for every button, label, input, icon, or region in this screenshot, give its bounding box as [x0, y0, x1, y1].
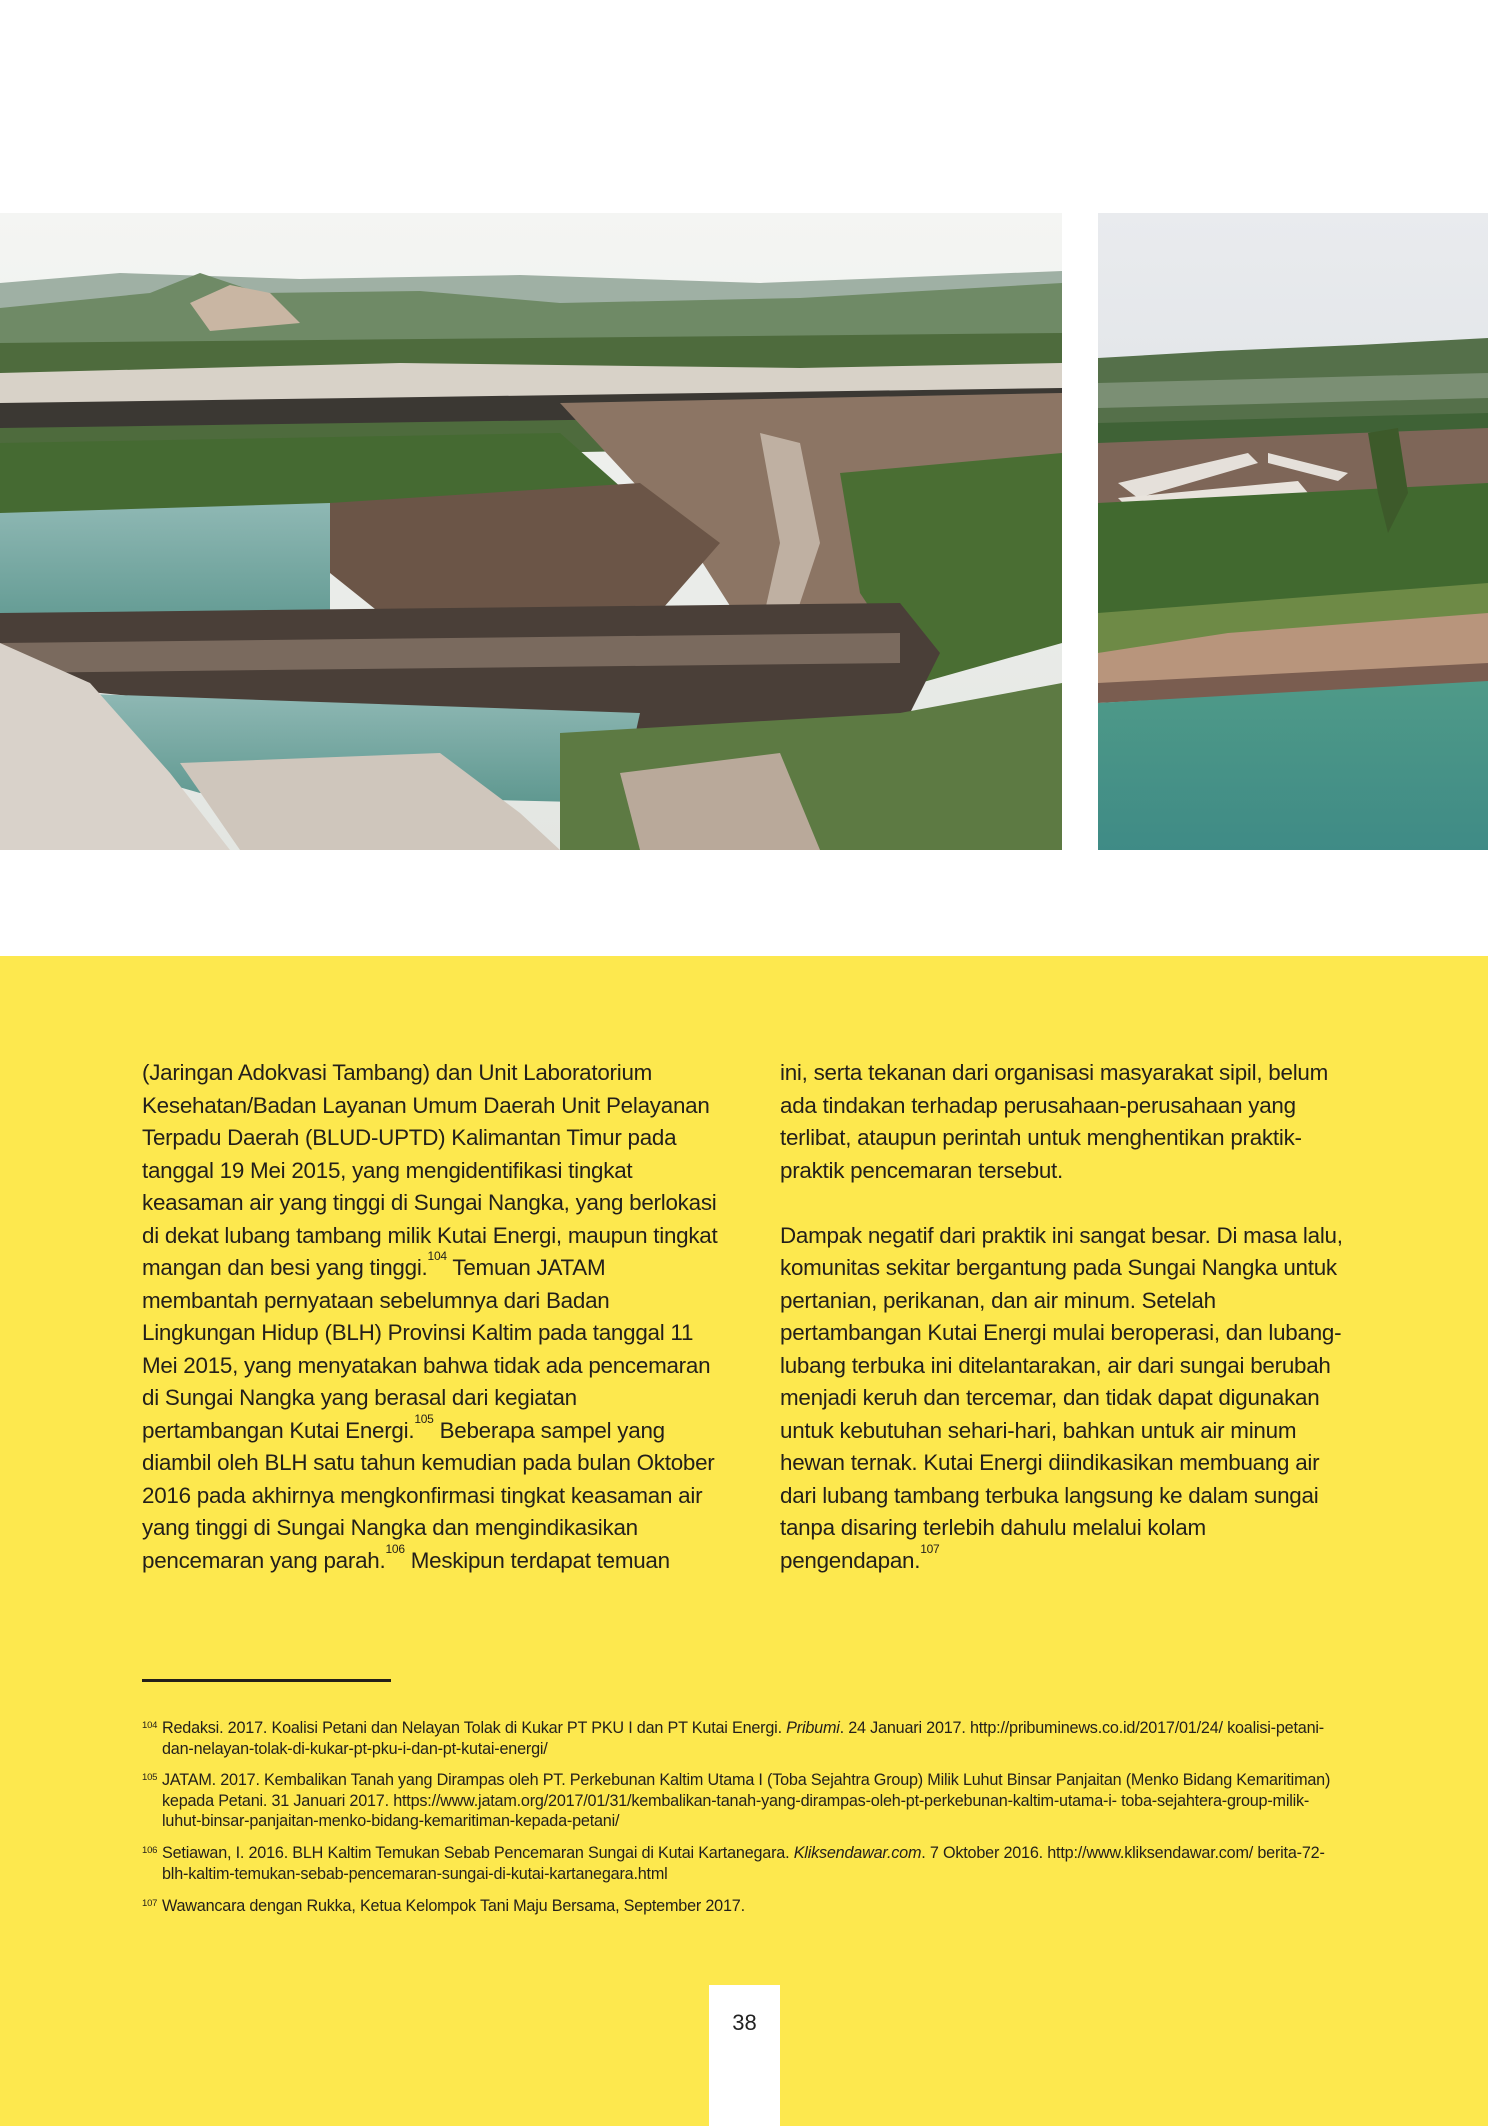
- pit-lake-illustration: [1098, 213, 1488, 850]
- footnote-105: [142, 1770, 1342, 1832]
- footnote-107: [142, 1896, 1342, 1917]
- footnote-number: 106: [142, 1845, 158, 1856]
- footnote-text: Setiawan, I. 2016. BLH Kaltim Temukan Sebab Pencemaran Sungai di Kutai Kartanegara. Kliksendawar.com. 7 Oktober 2016. http://www.kliksendawar.com/ berita-72-blh-kaltim-temukan-sebab-pencemaran-sungai-di-kutai-kartanegara.html: [162, 1844, 1325, 1883]
- body-paragraph: (Jaringan Adokvasi Tambang) dan Unit Laboratorium Kesehatan/Badan Layanan Umum Daerah Unit Pelayanan Terpadu Daerah (BLUD-UPTD) Kalimantan Timur pada tanggal 19 Mei 2015, yang mengidentifikasi tingkat keasaman air yang tinggi di Sungai Nangka, yang berlokasi di dekat lubang tambang milik Kutai Energi, maupun tingkat mangan dan besi yang tinggi.$^{104}$ Temuan JATAM membantah pernyataan sebelumnya dari Badan Lingkungan Hidup (BLH) Provinsi Kaltim pada tanggal 11 Mei 2015, yang menyatakan bahwa tidak ada pencemaran di Sungai Nangka yang berasal dari kegiatan pertambangan Kutai Energi.$^{105}$ Beberapa sampel yang diambil oleh BLH satu tahun kemudian pada bulan Oktober 2016 pada akhirnya mengkonfirmasi tingkat keasaman air yang tinggi di Sungai Nangka dan mengindikasikan pencemaran yang parah.$^{106}$ Meskipun terdapat temuan: [142, 1060, 718, 1573]
- body-paragraph-impact: Dampak negatif dari praktik ini sangat besar. Di masa lalu, komunitas sekitar bergantung pada Sungai Nangka untuk pertanian, perikanan, dan air minum. Setelah pertambangan Kutai Energi mulai beroperasi, dan lubang-lubang terbuka ini ditelantarakan, air dari sungai berubah menjadi keruh dan tercemar, dan tidak dapat digunakan untuk kebutuhan sehari-hari, bahkan untuk air minum hewan ternak. Kutai Energi diindikasikan membuang air dari lubang tambang terbuka langsung ke dalam sungai tanpa disaring terlebih dahulu melalui kolam pengendapan.$^{107}$: [780, 1222, 1343, 1573]
- page-number: 38: [732, 2010, 757, 2035]
- footnote-ref-105[interactable]: 105: [414, 1411, 434, 1426]
- footnote-number: 104: [142, 1720, 158, 1731]
- body-text-right-column: [780, 1057, 1350, 1577]
- body-text-left-column: [142, 1057, 722, 1577]
- footnote-text: JATAM. 2017. Kembalikan Tanah yang Dirampas oleh PT. Perkebunan Kaltim Utama I (Toba Sejahtra Group) Milik Luhut Binsar Panjaitan (Menko Bidang Kemaritiman) kepada Petani. 31 Januari 2017. https://www.jatam.org/2017/01/31/kembalikan-tanah-yang-dirampas-oleh-pt-perkebunan-kaltim-utama-i- toba-sejahtera-group-milik-luhut-binsar-panjaitan-menko-bidang-kemaritiman-kepada-petani/: [162, 1771, 1331, 1830]
- footnote-ref-106[interactable]: 106: [385, 1541, 405, 1556]
- page-number-tab: [709, 1985, 780, 2126]
- footnote-text: Wawancara dengan Rukka, Ketua Kelompok Tani Maju Bersama, September 2017.: [162, 1897, 745, 1915]
- footnote-text: Redaksi. 2017. Koalisi Petani dan Nelayan Tolak di Kukar PT PKU I dan PT Kutai Energi. Pribumi. 24 Januari 2017. http://pribuminews.co.id/2017/01/24/ koalisi-petani-dan-nelayan-tolak-di-kukar-pt-pku-i-dan-pt-kutai-energi/: [162, 1719, 1324, 1758]
- footnote-divider: [142, 1679, 391, 1682]
- mining-pit-lake-right-photo: [1098, 213, 1488, 850]
- footnote-number: 105: [142, 1772, 158, 1783]
- body-paragraph-continuation: ini, serta tekanan dari organisasi masyarakat sipil, belum ada tindakan terhadap perusahaan-perusahaan yang terlibat, ataupun perintah untuk menghentikan praktik-praktik pencemaran tersebut.: [780, 1060, 1329, 1183]
- footnote-number: 107: [142, 1898, 158, 1909]
- footnote-ref-107[interactable]: 107: [920, 1541, 940, 1556]
- mining-pit-landscape-left-photo: [0, 213, 1062, 850]
- footnote-106: [142, 1843, 1342, 1884]
- mining-landscape-illustration: [0, 213, 1062, 850]
- footnote-ref-104[interactable]: 104: [427, 1249, 447, 1263]
- footnote-104: [142, 1718, 1342, 1759]
